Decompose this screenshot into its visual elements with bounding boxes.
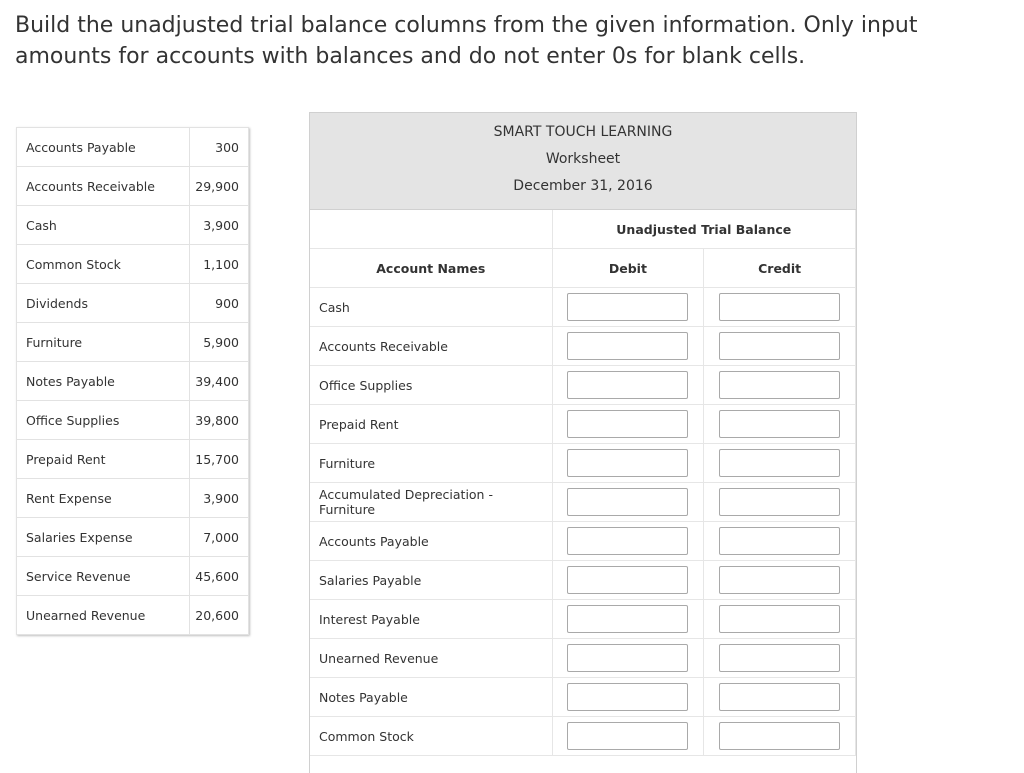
worksheet-row bbox=[310, 600, 856, 639]
given-account-name: Salaries Expense bbox=[17, 518, 190, 557]
given-row bbox=[17, 440, 249, 479]
credit-input[interactable] bbox=[719, 449, 840, 477]
given-account-amount: 7,000 bbox=[190, 518, 249, 557]
credit-cell bbox=[704, 522, 856, 561]
worksheet-row bbox=[310, 639, 856, 678]
given-account-name: Common Stock bbox=[17, 245, 190, 284]
debit-cell bbox=[552, 600, 704, 639]
worksheet-row bbox=[310, 522, 856, 561]
given-account-amount: 1,100 bbox=[190, 245, 249, 284]
unadjusted-trial-balance-header: Unadjusted Trial Balance bbox=[552, 210, 855, 249]
worksheet-row bbox=[310, 483, 856, 522]
given-account-name: Accounts Payable bbox=[17, 128, 190, 167]
debit-cell bbox=[552, 522, 704, 561]
given-account-amount: 39,800 bbox=[190, 401, 249, 440]
given-account-name: Unearned Revenue bbox=[17, 596, 190, 635]
given-account-amount: 20,600 bbox=[190, 596, 249, 635]
given-row bbox=[17, 401, 249, 440]
debit-input[interactable] bbox=[567, 449, 688, 477]
account-name-cell: Notes Payable bbox=[310, 678, 552, 717]
credit-cell bbox=[704, 366, 856, 405]
blank-header-cell bbox=[310, 210, 552, 249]
worksheet-date: December 31, 2016 bbox=[513, 178, 653, 194]
worksheet-title: Worksheet bbox=[545, 151, 621, 167]
account-name-cell: Interest Payable bbox=[310, 600, 552, 639]
credit-input[interactable] bbox=[719, 371, 840, 399]
debit-cell bbox=[552, 288, 704, 327]
given-account-amount: 15,700 bbox=[190, 440, 249, 479]
company-name: SMART TOUCH LEARNING bbox=[493, 124, 673, 140]
given-row bbox=[17, 557, 249, 596]
given-row bbox=[17, 596, 249, 635]
account-name-cell: Common Stock bbox=[310, 717, 552, 756]
worksheet-row bbox=[310, 717, 856, 756]
credit-cell bbox=[704, 600, 856, 639]
credit-cell bbox=[704, 678, 856, 717]
debit-cell bbox=[552, 717, 704, 756]
given-account-name: Furniture bbox=[17, 323, 190, 362]
given-account-name: Cash bbox=[17, 206, 190, 245]
given-information-table bbox=[16, 127, 249, 635]
account-name-cell: Prepaid Rent bbox=[310, 405, 552, 444]
given-row bbox=[17, 479, 249, 518]
account-name-cell: Accounts Receivable bbox=[310, 327, 552, 366]
credit-input[interactable] bbox=[719, 605, 840, 633]
debit-input[interactable] bbox=[567, 644, 688, 672]
given-account-name: Dividends bbox=[17, 284, 190, 323]
given-account-name: Rent Expense bbox=[17, 479, 190, 518]
account-name-cell: Office Supplies bbox=[310, 366, 552, 405]
debit-cell bbox=[552, 405, 704, 444]
credit-input[interactable] bbox=[719, 566, 840, 594]
debit-input[interactable] bbox=[567, 488, 688, 516]
credit-input[interactable] bbox=[719, 527, 840, 555]
credit-input[interactable] bbox=[719, 488, 840, 516]
debit-input[interactable] bbox=[567, 371, 688, 399]
credit-cell bbox=[704, 405, 856, 444]
given-account-amount: 3,900 bbox=[190, 206, 249, 245]
worksheet-table bbox=[310, 210, 856, 756]
credit-input[interactable] bbox=[719, 683, 840, 711]
credit-input[interactable] bbox=[719, 722, 840, 750]
credit-cell bbox=[704, 639, 856, 678]
account-name-cell: Cash bbox=[310, 288, 552, 327]
given-account-amount: 39,400 bbox=[190, 362, 249, 401]
account-name-cell: Furniture bbox=[310, 444, 552, 483]
debit-cell bbox=[552, 483, 704, 522]
worksheet-row bbox=[310, 288, 856, 327]
given-account-name: Notes Payable bbox=[17, 362, 190, 401]
given-row bbox=[17, 245, 249, 284]
worksheet-row bbox=[310, 444, 856, 483]
given-account-amount: 900 bbox=[190, 284, 249, 323]
debit-input[interactable] bbox=[567, 527, 688, 555]
worksheet-row bbox=[310, 327, 856, 366]
given-row bbox=[17, 518, 249, 557]
credit-input[interactable] bbox=[719, 644, 840, 672]
debit-input[interactable] bbox=[567, 566, 688, 594]
given-account-amount: 300 bbox=[190, 128, 249, 167]
debit-input[interactable] bbox=[567, 332, 688, 360]
debit-cell bbox=[552, 678, 704, 717]
given-row bbox=[17, 284, 249, 323]
debit-input[interactable] bbox=[567, 293, 688, 321]
worksheet-row bbox=[310, 561, 856, 600]
debit-cell bbox=[552, 639, 704, 678]
column-header-row bbox=[310, 249, 856, 288]
debit-input[interactable] bbox=[567, 722, 688, 750]
given-row bbox=[17, 128, 249, 167]
debit-cell bbox=[552, 561, 704, 600]
given-row bbox=[17, 323, 249, 362]
instructions-text: Build the unadjusted trial balance columns from the given information. Only input amounts for accounts with balances and do not enter 0s for blank cells. bbox=[15, 13, 918, 69]
credit-input[interactable] bbox=[719, 410, 840, 438]
credit-cell bbox=[704, 444, 856, 483]
debit-input[interactable] bbox=[567, 605, 688, 633]
worksheet-row bbox=[310, 405, 856, 444]
credit-cell bbox=[704, 483, 856, 522]
given-account-name: Office Supplies bbox=[17, 401, 190, 440]
debit-header: Debit bbox=[552, 249, 704, 288]
given-row bbox=[17, 206, 249, 245]
credit-cell bbox=[704, 327, 856, 366]
section-header-row bbox=[310, 210, 856, 249]
account-name-cell: Salaries Payable bbox=[310, 561, 552, 600]
given-account-amount: 3,900 bbox=[190, 479, 249, 518]
worksheet-panel bbox=[309, 112, 857, 773]
debit-cell bbox=[552, 366, 704, 405]
account-name-cell: Unearned Revenue bbox=[310, 639, 552, 678]
given-row bbox=[17, 167, 249, 206]
worksheet-header bbox=[310, 113, 856, 210]
credit-cell bbox=[704, 717, 856, 756]
account-name-cell: Accounts Payable bbox=[310, 522, 552, 561]
credit-cell bbox=[704, 288, 856, 327]
worksheet-row bbox=[310, 366, 856, 405]
debit-input[interactable] bbox=[567, 410, 688, 438]
credit-header: Credit bbox=[704, 249, 856, 288]
given-account-name: Accounts Receivable bbox=[17, 167, 190, 206]
debit-cell bbox=[552, 327, 704, 366]
account-name-cell: Accumulated Depreciation - Furniture bbox=[310, 483, 552, 522]
credit-input[interactable] bbox=[719, 293, 840, 321]
debit-input[interactable] bbox=[567, 683, 688, 711]
worksheet-row bbox=[310, 678, 856, 717]
credit-input[interactable] bbox=[719, 332, 840, 360]
credit-cell bbox=[704, 561, 856, 600]
given-account-amount: 29,900 bbox=[190, 167, 249, 206]
given-account-amount: 5,900 bbox=[190, 323, 249, 362]
given-row bbox=[17, 362, 249, 401]
debit-cell bbox=[552, 444, 704, 483]
given-account-amount: 45,600 bbox=[190, 557, 249, 596]
given-account-name: Service Revenue bbox=[17, 557, 190, 596]
account-names-header: Account Names bbox=[310, 249, 552, 288]
given-account-name: Prepaid Rent bbox=[17, 440, 190, 479]
